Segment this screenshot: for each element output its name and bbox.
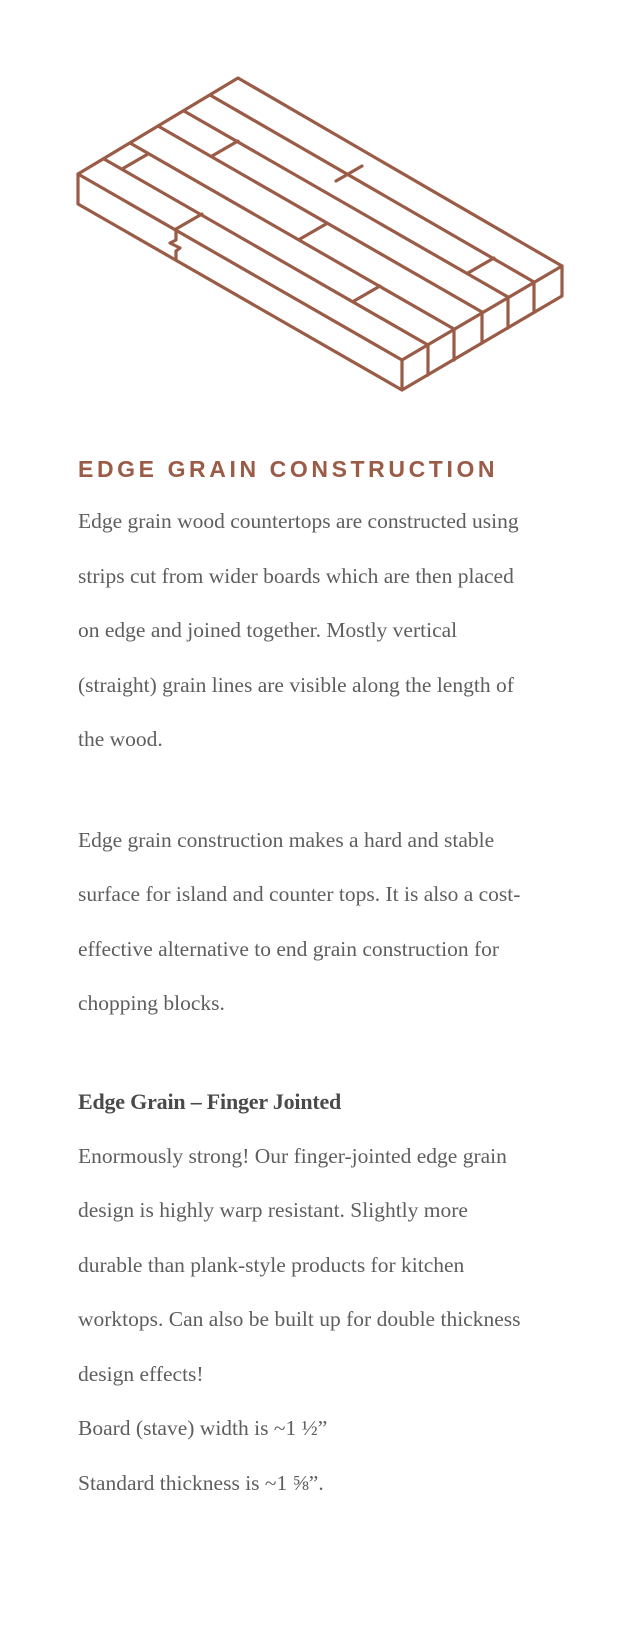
paragraph-line: surface for island and counter tops. It is also a cost- — [78, 882, 521, 906]
intro-paragraph — [78, 494, 598, 767]
paragraph-line: chopping blocks. — [78, 991, 225, 1015]
paragraph-line: Edge grain construction makes a hard and stable — [78, 827, 495, 852]
edge-grain-section — [78, 456, 598, 1510]
paragraph-line: effective alternative to end grain construction for — [78, 936, 500, 961]
paragraph-line: on edge and joined together. Mostly vertical — [78, 618, 458, 642]
spec-width: Board (stave) width is ~1 ½” — [78, 1416, 328, 1440]
paragraph-line: worktops. Can also be built up for double thickness — [78, 1307, 521, 1331]
section-heading: EDGE GRAIN CONSTRUCTION — [78, 456, 499, 482]
edge-grain-board-isometric-icon — [70, 70, 590, 420]
paragraph-line: durable than plank-style products for kitchen — [78, 1252, 465, 1277]
paragraph-line: strips cut from wider boards which are then placed — [78, 563, 514, 588]
spec-thickness: Standard thickness is ~1 ⅝”. — [78, 1470, 324, 1495]
finger-jointed-subheading: Edge Grain – Finger Jointed — [78, 1088, 342, 1114]
benefits-paragraph — [78, 813, 598, 1031]
paragraph-line: Edge grain wood countertops are constructed using — [78, 509, 519, 533]
paragraph-line: (straight) grain lines are visible along the length of — [78, 672, 514, 697]
paragraph-line: the wood. — [78, 727, 163, 751]
paragraph-line: design effects! — [78, 1361, 204, 1386]
finger-jointed-paragraph — [78, 1129, 598, 1511]
paragraph-line: design is highly warp resistant. Slightly more — [78, 1198, 468, 1222]
paragraph-line: Enormously strong! Our finger-jointed edge grain — [78, 1143, 507, 1168]
